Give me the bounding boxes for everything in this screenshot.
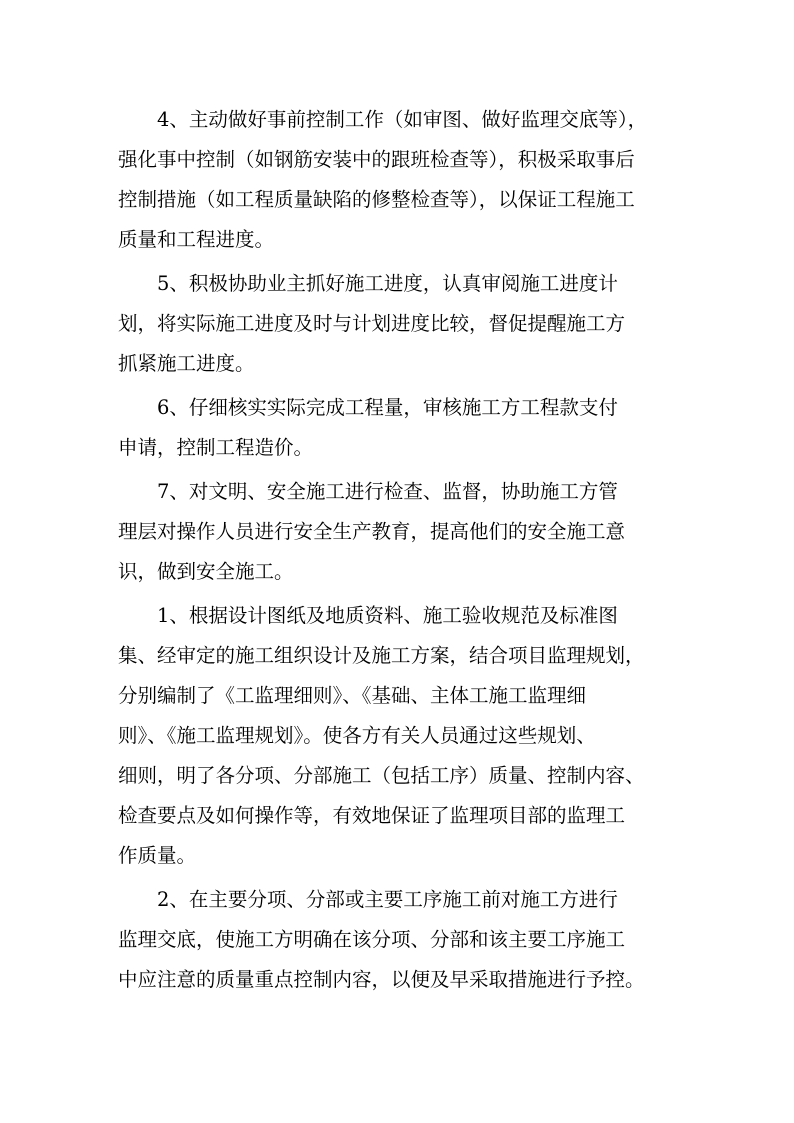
paragraph-2 — [118, 880, 676, 1000]
text-line: 分别编制了《工监理细则》、《基础、主体工施工监理细 — [118, 684, 587, 707]
text-line: 控制措施（如工程质量缺陷的修整检查等），以保证工程施工 — [118, 188, 635, 211]
text-line: 4、主动做好事前控制工作（如审图、做好监理交底等）， — [118, 108, 648, 131]
paragraph-7 — [118, 472, 676, 592]
text-line: 6、仔细核实实际完成工程量，审核施工方工程款支付 — [118, 396, 618, 419]
text-line: 检查要点及如何操作等，有效地保证了监理项目部的监理工 — [118, 804, 626, 827]
paragraph-1 — [118, 596, 676, 876]
paragraph-4 — [118, 100, 676, 260]
text-line: 理层对操作人员进行安全生产教育，提高他们的安全施工意 — [118, 520, 626, 543]
text-line: 监理交底，使施工方明确在该分项、分部和该主要工序施工 — [118, 928, 626, 951]
text-line: 划，将实际施工进度及时与计划进度比较，督促提醒施工方 — [118, 312, 626, 335]
text-line: 7、对文明、安全施工进行检查、监督，协助施工方管 — [118, 480, 618, 503]
text-line: 则》、《施工监理规划》。使各方有关人员通过这些规划、 — [118, 724, 596, 747]
text-line: 作质量。 — [118, 844, 197, 867]
text-line: 集、经审定的施工组织设计及施工方案，结合项目监理规划， — [118, 644, 645, 667]
text-line: 2、在主要分项、分部或主要工序施工前对施工方进行 — [118, 888, 618, 911]
text-line: 中应注意的质量重点控制内容，以便及早采取措施进行予控。 — [118, 968, 645, 991]
text-line: 识，做到安全施工。 — [118, 560, 294, 583]
paragraph-6 — [118, 388, 676, 468]
text-line: 1、根据设计图纸及地质资料、施工验收规范及标准图 — [118, 604, 618, 627]
text-line: 强化事中控制（如钢筋安装中的跟班检查等），积极采取事后 — [118, 148, 635, 171]
text-line: 申请，控制工程造价。 — [118, 436, 314, 459]
text-line: 抓紧施工进度。 — [118, 352, 255, 375]
text-line: 质量和工程进度。 — [118, 228, 275, 251]
paragraph-5 — [118, 264, 676, 384]
text-line: 细则，明了各分项、分部施工（包括工序）质量、控制内容、 — [118, 764, 645, 787]
document-body — [118, 100, 676, 1000]
text-line: 5、积极协助业主抓好施工进度，认真审阅施工进度计 — [118, 272, 618, 295]
